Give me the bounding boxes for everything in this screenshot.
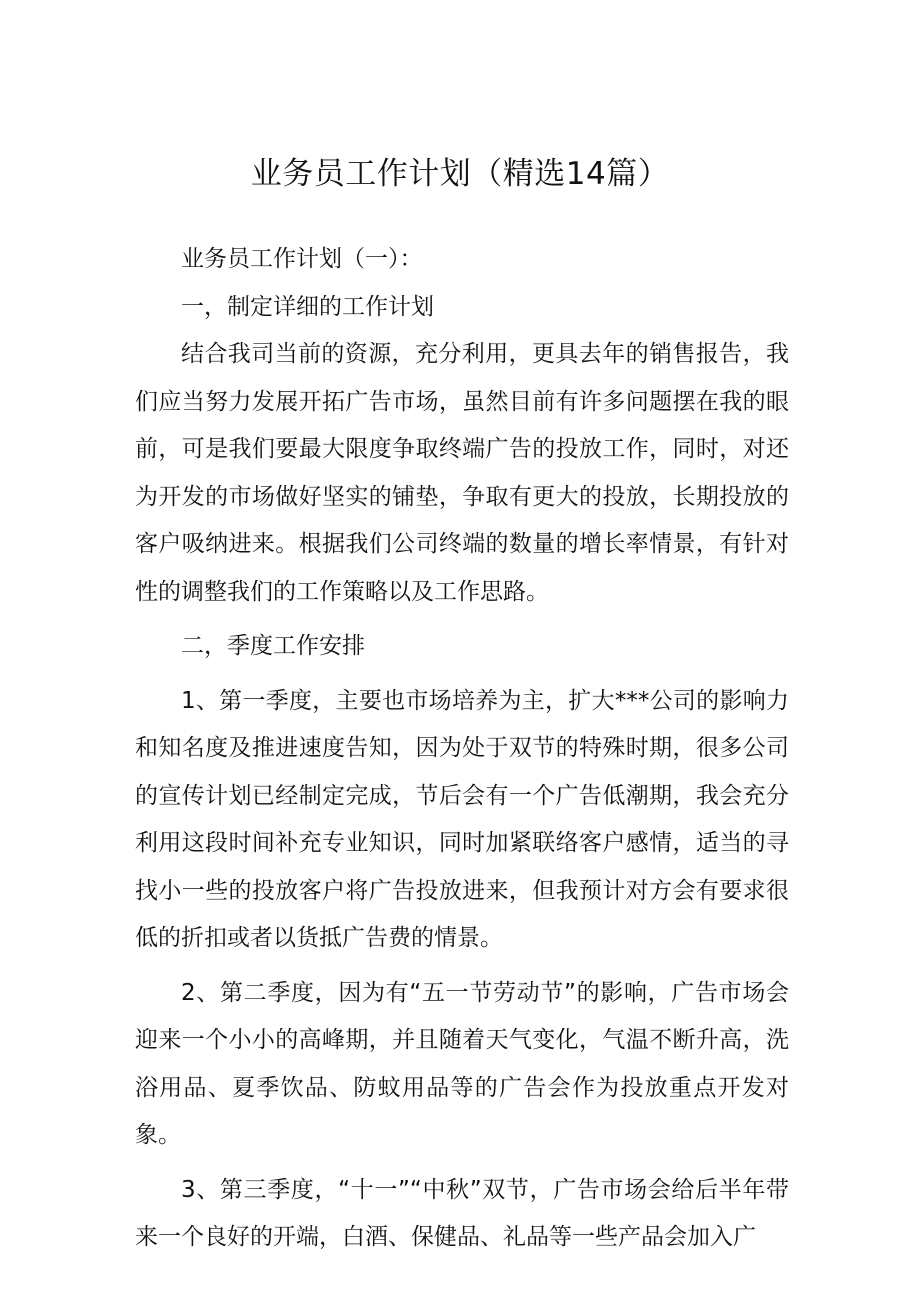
- subheading-quarterly-schedule: 二，季度工作安排: [181, 633, 365, 659]
- document-body: [135, 236, 789, 1262]
- subheading-detailed-plan: 一，制定详细的工作计划: [181, 293, 434, 320]
- document-title: 业务员工作计划（精选14篇）: [250, 156, 670, 192]
- paragraph-q2: 2、第二季度，因为有“五一节劳动节”的影响，广告市场会迎来一个小小的高峰期，并且随着天气变化，气温不断升高，洗浴用品、夏季饮品、防蚊用品等的广告会作为投放重点开发对象。: [135, 979, 789, 1148]
- section-heading-plan-one: 业务员工作计划（一）：: [181, 246, 423, 272]
- paragraph-q1: 1、第一季度，主要也市场培养为主，扩大***公司的影响力和知名度及推进速度告知，因为处于双节的特殊时期，很多公司的宣传计划已经制定完成，节后会有一个广告低潮期，我会充分利用这段时间补充专业知识，同时加紧联络客户感情，适当的寻找小一些的投放客户将广告投放进来，但我预计对方会有要求很低的折扣或者以货抵广告费的情景。: [135, 687, 789, 951]
- paragraph-resources: 结合我司当前的资源，充分利用，更具去年的销售报告，我们应当努力发展开拓广告市场，虽然目前有许多问题摆在我的眼前，可是我们要最大限度争取终端广告的投放工作，同时，对还为开发的市场做好坚实的铺垫，争取有更大的投放，长期投放的客户吸纳进来。根据我们公司终端的数量的增长率情景，有针对性的调整我们的工作策略以及工作思路。: [135, 341, 789, 605]
- paragraph-q3: 3、第三季度，“十一”“中秋”双节，广告市场会给后半年带来一个良好的开端，白酒、保健品、礼品等一些产品会加入广: [135, 1176, 789, 1250]
